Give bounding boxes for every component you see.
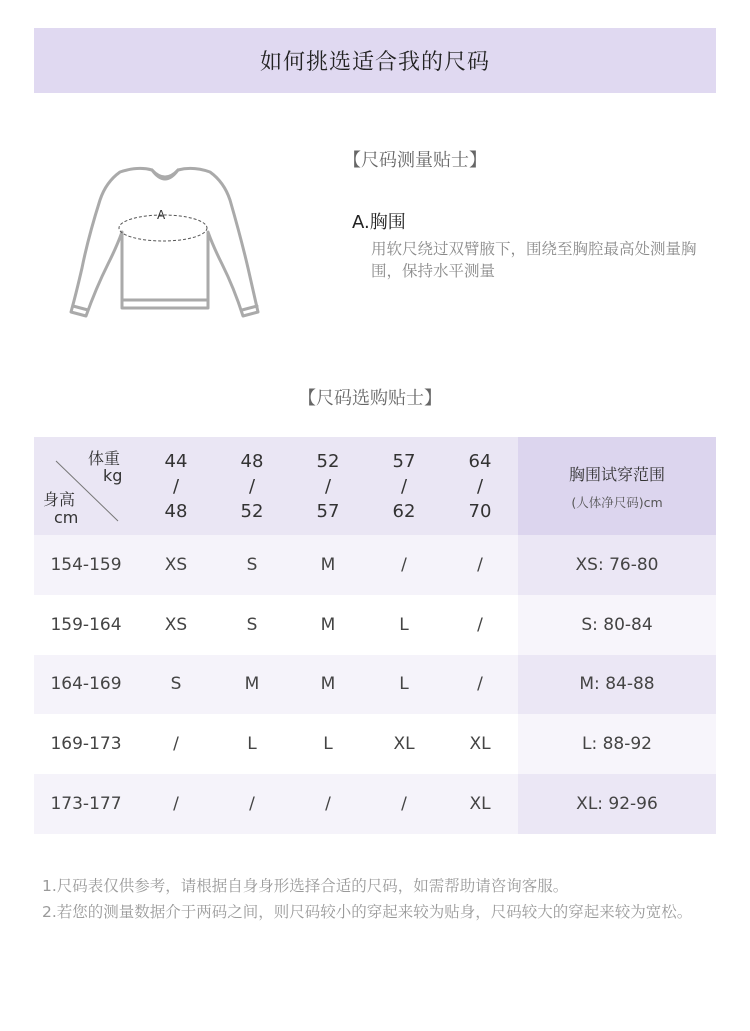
weight-column-header: 44 / 48 <box>138 437 214 535</box>
weight-column-header: 57 / 62 <box>366 437 442 535</box>
height-cell: 169-173 <box>34 714 138 774</box>
height-cell: 173-177 <box>34 774 138 834</box>
size-cell: S <box>214 535 290 595</box>
weight-column-header: 52 / 57 <box>290 437 366 535</box>
height-cell: 159-164 <box>34 595 138 655</box>
measure-tips-heading: 【尺码测量贴士】 <box>343 150 487 171</box>
size-cell: / <box>138 774 214 834</box>
size-cell: XL <box>442 774 518 834</box>
chest-marker: A <box>157 208 166 222</box>
chest-description: 用软尺绕过双臂腋下，围绕至胸腔最高处测量胸围，保持水平测量 <box>371 240 697 280</box>
size-cell: M <box>290 595 366 655</box>
weight-column-header: 48 / 52 <box>214 437 290 535</box>
note-line: 1.尺码表仅供参考，请根据自身身形选择合适的尺码，如需帮助请咨询客服。 <box>42 877 569 895</box>
table-row <box>34 714 716 774</box>
size-cell: XL <box>442 714 518 774</box>
size-cell: / <box>366 535 442 595</box>
title-bar <box>34 28 716 93</box>
height-label: 身高 <box>43 490 76 509</box>
size-cell: / <box>366 774 442 834</box>
size-cell: / <box>214 774 290 834</box>
size-cell: M <box>290 655 366 715</box>
size-cell: S <box>214 595 290 655</box>
range-cell: XL: 92-96 <box>518 774 716 834</box>
size-cell: M <box>290 535 366 595</box>
size-cell: L <box>290 714 366 774</box>
size-cell: L <box>214 714 290 774</box>
size-cell: XL <box>366 714 442 774</box>
diagonal-divider <box>34 437 138 535</box>
table-header-row <box>34 437 716 535</box>
weight-unit: kg <box>103 466 123 485</box>
size-cell: XS <box>138 535 214 595</box>
range-cell: L: 88-92 <box>518 714 716 774</box>
buy-tips-heading: 【尺码选购贴士】 <box>298 388 442 409</box>
page-title: 如何挑选适合我的尺码 <box>259 50 490 75</box>
size-cell: / <box>442 595 518 655</box>
size-cell: M <box>214 655 290 715</box>
size-cell: S <box>138 655 214 715</box>
weight-column-header: 64 / 70 <box>442 437 518 535</box>
size-cell: / <box>442 655 518 715</box>
table-row <box>34 535 716 595</box>
chest-range-header: 胸围试穿范围 (人体净尺码)cm <box>518 437 716 535</box>
size-cell: / <box>290 774 366 834</box>
range-cell: M: 84-88 <box>518 655 716 715</box>
size-cell: L <box>366 655 442 715</box>
height-cell: 154-159 <box>34 535 138 595</box>
weight-label: 体重 <box>88 449 121 468</box>
size-cell: / <box>138 714 214 774</box>
note-line: 2.若您的测量数据介于两码之间，则尺码较小的穿起来较为贴身，尺码较大的穿起来较为宽松。 <box>42 903 693 921</box>
table-row <box>34 595 716 655</box>
notes-section <box>42 873 722 925</box>
table-row <box>34 774 716 834</box>
height-cell: 164-169 <box>34 655 138 715</box>
size-cell: L <box>366 595 442 655</box>
height-unit: cm <box>54 508 79 527</box>
table-row <box>34 655 716 715</box>
chest-label: A.胸围 <box>352 212 406 233</box>
corner-header-cell <box>34 437 138 535</box>
range-cell: XS: 76-80 <box>518 535 716 595</box>
range-cell: S: 80-84 <box>518 595 716 655</box>
size-chart-table <box>34 437 716 834</box>
size-cell: / <box>442 535 518 595</box>
sweater-illustration <box>58 160 273 332</box>
size-cell: XS <box>138 595 214 655</box>
